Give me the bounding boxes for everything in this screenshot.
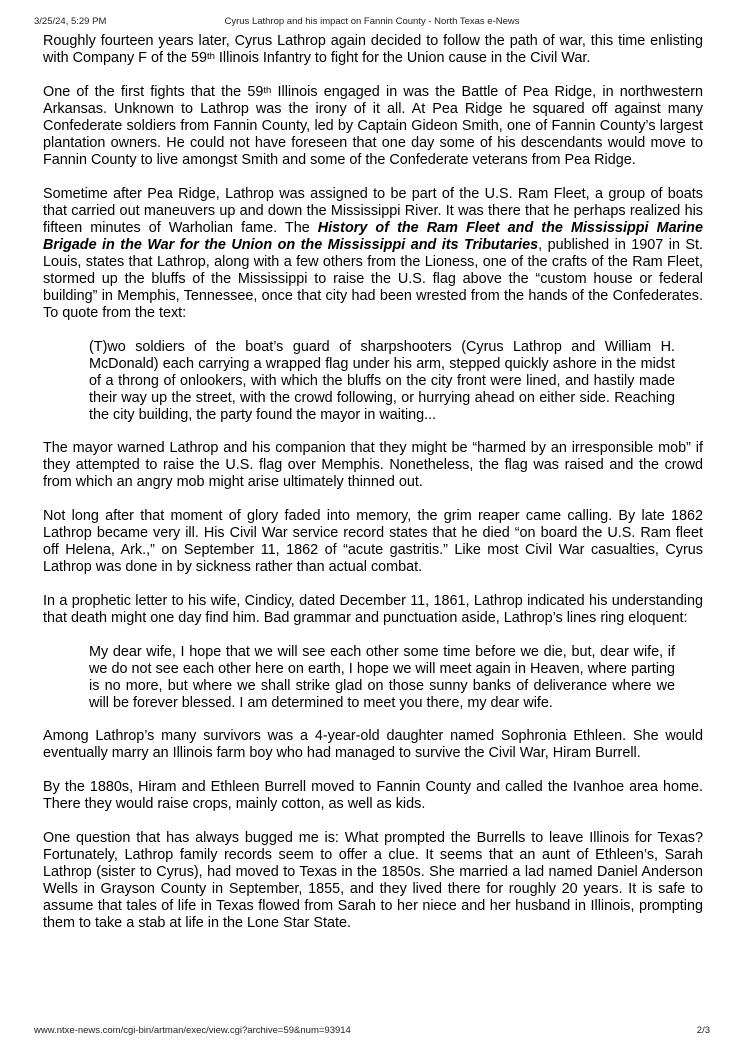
paragraph: One question that has always bugged me is: What prompted the Burrells to leave Illinois for Texas? Fortunately, Lathrop family records seem to offer a clue. It seems that an aunt of Ethleen’s, Sarah Lathrop (sister to Cyrus), had moved to Texas in the 1850s. She married a lad named Daniel Anderson Wells in Grayson County in September, 1855, and they lived there for roughly 20 years. It is safe to assume that tales of life in Texas flowed from Sarah to her niece and her husband in Illinois, prompting them to take a stab at life in the Lone Star State. — [43, 830, 703, 931]
paragraph: Among Lathrop’s many survivors was a 4-year-old daughter named Sophronia Ethleen. She would eventually marry an Illinois farm boy who had managed to survive the Civil War, Hiram Burrell. — [43, 728, 703, 761]
block-quote: (T)wo soldiers of the boat’s guard of sharpshooters (Cyrus Lathrop and William H. McDonald) each carrying a wrapped flag under his arm, stepped quickly ashore in the midst of a throng of onlookers, with which the bluffs on the city front were lined, and hastily made their way up the street, with the crowd following, or hurrying ahead on either side. Reaching the city building, the party found the mayor in waiting... — [89, 339, 675, 423]
page-number: 2/3 — [696, 1025, 710, 1036]
paragraph: In a prophetic letter to his wife, Cindicy, dated December 11, 1861, Lathrop indicated his understanding that death might one day find him. Bad grammar and punctuation aside, Lathrop’s lines ring eloquent: — [43, 593, 703, 626]
paragraph: Roughly fourteen years later, Cyrus Lathrop again decided to follow the path of war, this time enlisting with Company F of the 59th Illinois Infantry to fight for the Union cause in the Civil War. — [43, 33, 703, 66]
paragraph: Not long after that moment of glory faded into memory, the grim reaper came calling. By late 1862 Lathrop became very ill. His Civil War service record states that he died “on board the U.S. Ram fleet off Helena, Ark.,” on September 11, 1862 of “acute gastritis.” Like most Civil War casualties, Cyrus Lathrop was done in by sickness rather than actual combat. — [43, 508, 703, 575]
paragraph: One of the first fights that the 59th Illinois engaged in was the Battle of Pea Ridge, in northwestern Arkansas. Unknown to Lathrop was the irony of it all. At Pea Ridge he squared off against many Confederate soldiers from Fannin County, led by Captain Gideon Smith, one of Fannin County’s largest plantation owners. He could not have foreseen that one day some of his descendants would move to Fannin County to live amongst Smith and some of the Confederate veterans from Pea Ridge. — [43, 84, 703, 168]
print-header — [34, 16, 710, 30]
paragraph: Sometime after Pea Ridge, Lathrop was assigned to be part of the U.S. Ram Fleet, a group of boats that carried out maneuvers up and down the Mississippi River. It was there that he perhaps realized his fifteen minutes of Warholian fame. The History of the Ram Fleet and the Mississippi Marine Brigade in the War for the Union on the Mississippi and its Tributaries, published in 1907 in St. Louis, states that Lathrop, along with a few others from the Lioness, one of the crafts of the Ram Fleet, stormed up the bluffs of the Mississippi to raise the U.S. flag above the “custom house or federal building” in Memphis, Tennessee, once that city had been wrested from the hands of the Confederates. To quote from the text: — [43, 186, 704, 321]
print-page-title: Cyrus Lathrop and his impact on Fannin County - North Texas e-News — [224, 16, 520, 27]
page-url: www.ntxe-news.com/cgi-bin/artman/exec/view.cgi?archive=59&num=93914 — [34, 1025, 351, 1036]
book-title: History of the Ram Fleet and the Mississippi Marine Brigade in the War for the Union on the Mississippi and its Tributaries — [43, 220, 703, 253]
block-quote: My dear wife, I hope that we will see each other some time before we die, but, dear wife, if we do not see each other here on earth, I hope we will meet again in Heaven, where parting is no more, but where we shall strike glad on those sunny banks of deliverance where we will be forever blessed. I am determined to meet you there, my dear wife. — [89, 644, 675, 711]
paragraph: The mayor warned Lathrop and his companion that they might be “harmed by an irresponsible mob” if they attempted to raise the U.S. flag over Memphis. Nonetheless, the flag was raised and the crowd from which an angry mob might arise ultimately thinned out. — [43, 440, 703, 490]
print-footer — [34, 1025, 710, 1039]
article-body — [43, 33, 703, 949]
paragraph: By the 1880s, Hiram and Ethleen Burrell moved to Fannin County and called the Ivanhoe area home. There they would raise crops, mainly cotton, as well as kids. — [43, 779, 703, 812]
print-datetime: 3/25/24, 5:29 PM — [34, 16, 107, 27]
